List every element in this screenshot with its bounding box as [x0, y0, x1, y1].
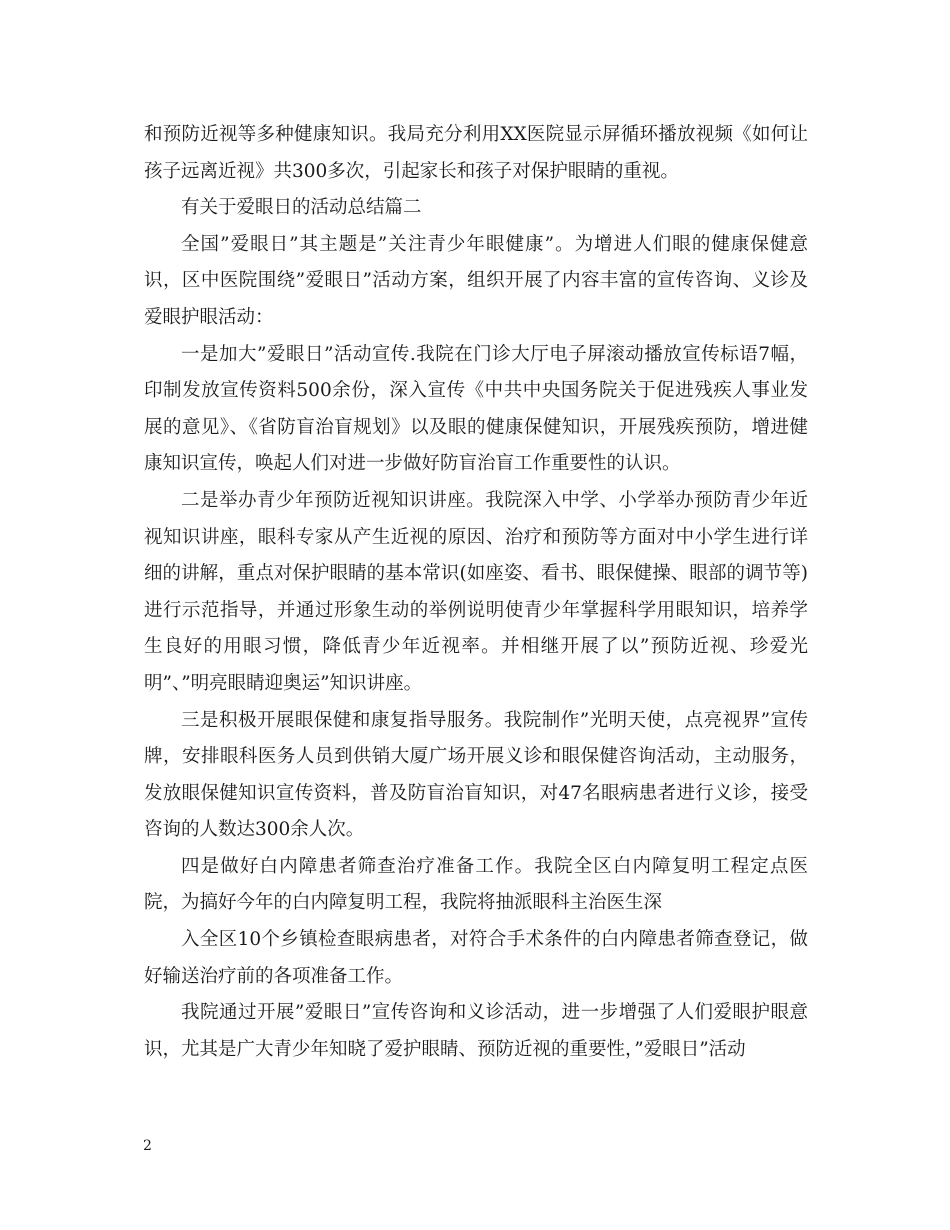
paragraph-item-1: 一是加大”爱眼日”活动宣传.我院在门诊大厅电子屏滚动播放宣传标语7幅，印制发放宣传资料500余份，深入宣传《中共中央国务院关于促进残疾人事业发展的意见》、《省防盲治盲规划》以及眼的健康保健知识，开展残疾预防，增进健康知识宣传，唤起人们对进一步做好防盲治盲工作重要性的认识。 — [144, 343, 808, 475]
paragraph-conclusion: 我院通过开展”爱眼日”宣传咨询和义诊活动，进一步增强了人们爱眼护眼意识，尤其是广大青少年知晓了爱护眼睛、预防近视的重要性，”爱眼日”活动 — [144, 1002, 808, 1060]
section-heading: 有关于爱眼日的活动总结篇二 — [181, 197, 422, 219]
paragraph-intro: 全国”爱眼日”其主题是”关注青少年眼健康”。为增进人们眼的健康保健意识，区中医院围绕”爱眼日”活动方案，组织开展了内容丰富的宣传咨询、义诊及爱眼护眼活动： — [144, 233, 808, 328]
page-number: 2 — [143, 1138, 152, 1154]
document-body — [144, 117, 808, 1068]
paragraph-item-2: 二是举办青少年预防近视知识讲座。我院深入中学、小学举办预防青少年近视知识讲座，眼科专家从产生近视的原因、治疗和预防等方面对中小学生进行详细的讲解，重点对保护眼睛的基本常识(如座姿、看书、眼保健操、眼部的调节等)进行示范指导，并通过形象生动的举例说明使青少年掌握科学用眼知识，培养学生良好的用眼习惯，降低青少年近视率。并相继开展了以”预防近视、珍爱光明”、”明亮眼睛迎奥运”知识讲座。 — [144, 489, 808, 694]
paragraph-item-3: 三是积极开展眼保健和康复指导服务。我院制作”光明天使，点亮视界”宣传牌，安排眼科医务人员到供销大厦广场开展义诊和眼保健咨询活动，主动服务，发放眼保健知识宣传资料，普及防盲治盲知识，对47名眼病患者进行义诊，接受咨询的人数达300余人次。 — [144, 709, 808, 841]
paragraph-1: 和预防近视等多种健康知识。我局充分利用XX医院显示屏循环播放视频《如何让孩子远离近视》共300多次，引起家长和孩子对保护眼睛的重视。 — [144, 124, 808, 182]
paragraph-item-4-continued: 入全区10个乡镇检查眼病患者，对符合手术条件的白内障患者筛查登记，做好输送治疗前的各项准备工作。 — [144, 929, 808, 987]
paragraph-item-4: 四是做好白内障患者筛查治疗准备工作。我院全区白内障复明工程定点医院，为搞好今年的白内障复明工程，我院将抽派眼科主治医生深 — [144, 855, 808, 914]
